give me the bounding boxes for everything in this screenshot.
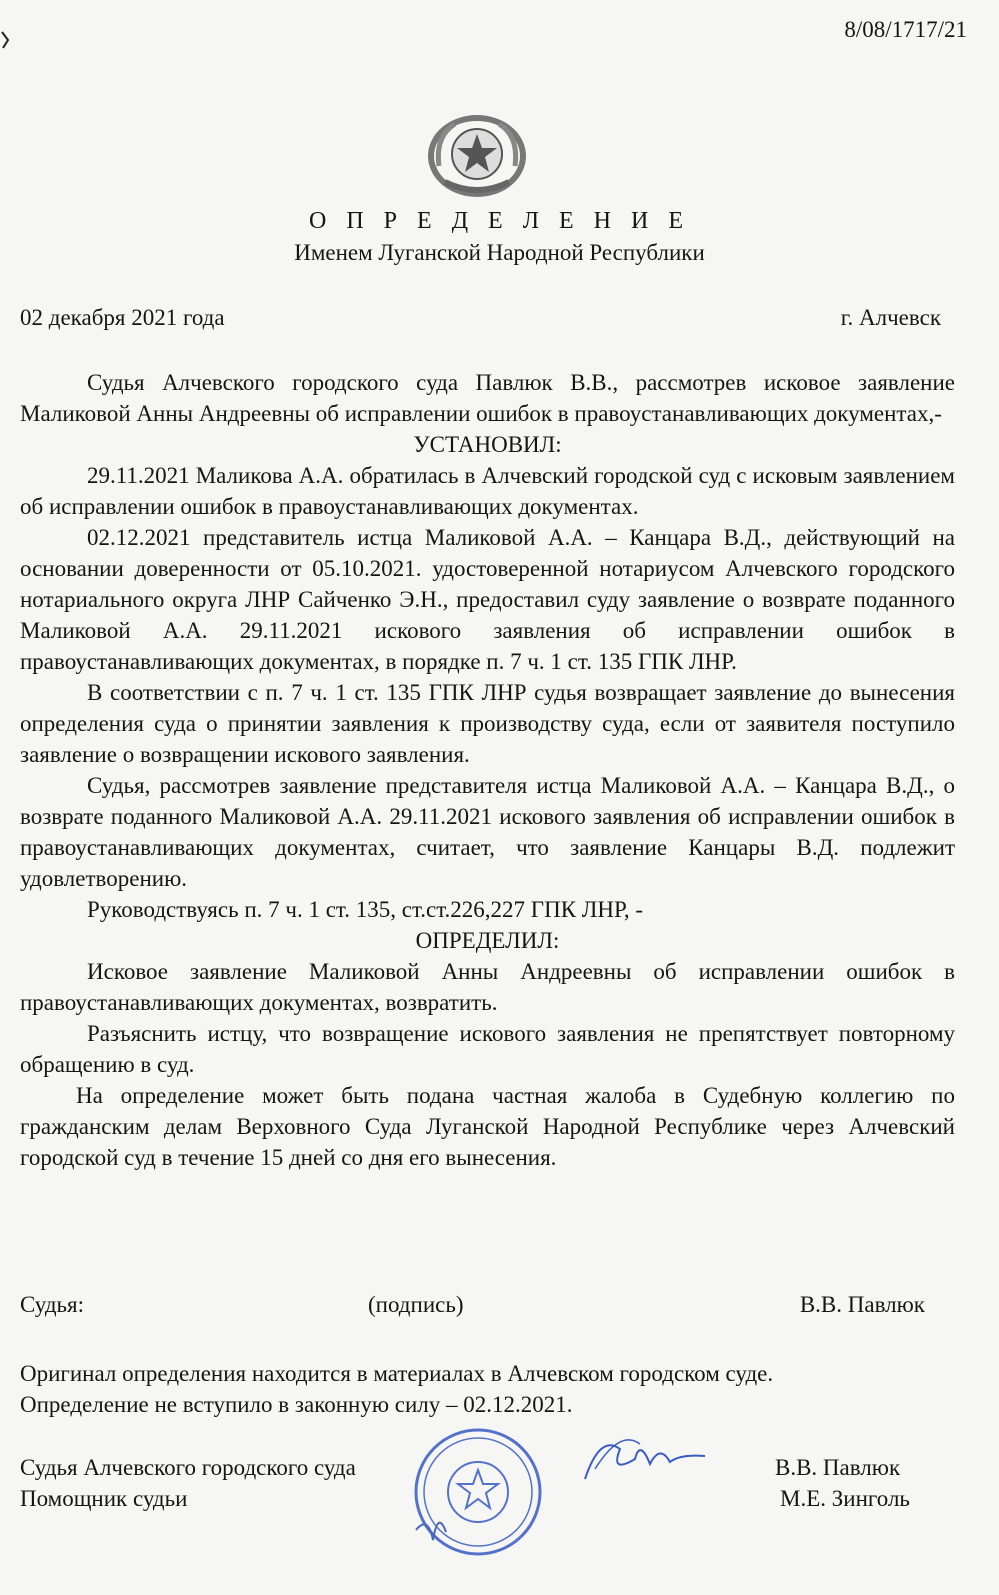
- heading-established: УСТАНОВИЛ:: [413, 432, 562, 457]
- court-stamp: [398, 1420, 543, 1565]
- certification-role: Помощник судьи: [20, 1486, 188, 1511]
- paragraph-5: Руководствуясь п. 7 ч. 1 ст. 135, ст.ст.226,227 ГПК ЛНР, -: [87, 897, 644, 922]
- note-original: Оригинал определения находится в материалах в Алчевском городском суде.: [20, 1361, 774, 1386]
- signature-note: (подпись): [368, 1292, 464, 1317]
- heading-decided: ОПРЕДЕЛИЛ:: [415, 928, 560, 953]
- document-city: г. Алчевск: [840, 305, 941, 330]
- signature-name: В.В. Павлюк: [799, 1292, 925, 1317]
- notes: [20, 1358, 773, 1420]
- note-not-in-force: Определение не вступило в законную силу – 02.12.2021.: [20, 1392, 573, 1417]
- paragraph-2: 02.12.2021 представитель истца Маликовой А.А. – Канцара В.Д., действующий на основании доверенности от 05.10.2021. удостоверенной нотариусом Алчевского городского нотариального округа ЛНР Сайченко Э.Н., предоставил суду заявление о возврате поданного Маликовой А.А. 29.11.2021 искового заявления об исправлении ошибок в правоустанавливающих документах, в порядке п. 7 ч. 1 ст. 135 ГПК ЛНР.: [20, 525, 955, 674]
- document-subtitle: Именем Луганской Народной Республики: [294, 240, 705, 265]
- paragraph-1: 29.11.2021 Маликова А.А. обратилась в Алчевский городской суд с исковым заявлением об исправлении ошибок в правоустанавливающих документах.: [20, 463, 955, 519]
- signature-role: Судья:: [20, 1292, 84, 1317]
- document-title: О П Р Е Д Е Л Е Н И Е: [309, 208, 690, 234]
- certification-name: М.Е. Зинголь: [780, 1486, 910, 1511]
- document-date: 02 декабря 2021 года: [20, 305, 225, 330]
- handwritten-signature: [580, 1424, 710, 1494]
- paragraph-3: В соответствии с п. 7 ч. 1 ст. 135 ГПК ЛНР судья возвращает заявление до вынесения определения суда о принятии заявления к производству суда, если от заявителя поступило заявление о возвращении искового заявления.: [20, 680, 955, 767]
- paragraph-intro: Судья Алчевского городского суда Павлюк В.В., рассмотрев исковое заявление Маликовой Анны Андреевны об исправлении ошибок в правоустанавливающих документах,-: [20, 370, 955, 426]
- coat-of-arms-emblem: [425, 106, 530, 198]
- document-number: 8/08/1717/21: [844, 17, 967, 42]
- corner-mark: [0, 30, 12, 50]
- paragraph-7: Разъяснить истцу, что возвращение искового заявления не препятствует повторному обращению в суд.: [20, 1021, 955, 1077]
- paragraph-8: На определение может быть подана частная жалоба в Судебную коллегию по гражданским делам Верховного Суда Луганской Народной Республике через Алчевский городской суд в течение 15 дней со дня его вынесения.: [20, 1083, 955, 1170]
- paragraph-4: Судья, рассмотрев заявление представителя истца Маликовой А.А. – Канцара В.Д., о возврате поданного Маликовой А.А. 29.11.2021 искового заявления об исправлении ошибок в правоустанавливающих документах, считает, что заявление Канцары В.Д. подлежит удовлетворению.: [20, 773, 955, 891]
- document-body: [20, 367, 955, 1173]
- paragraph-6: Исковое заявление Маликовой Анны Андреевны об исправлении ошибок в правоустанавливающих документах, возвратить.: [20, 959, 955, 1015]
- certification-name: В.В. Павлюк: [775, 1455, 901, 1480]
- certification-role: Судья Алчевского городского суда: [20, 1455, 356, 1480]
